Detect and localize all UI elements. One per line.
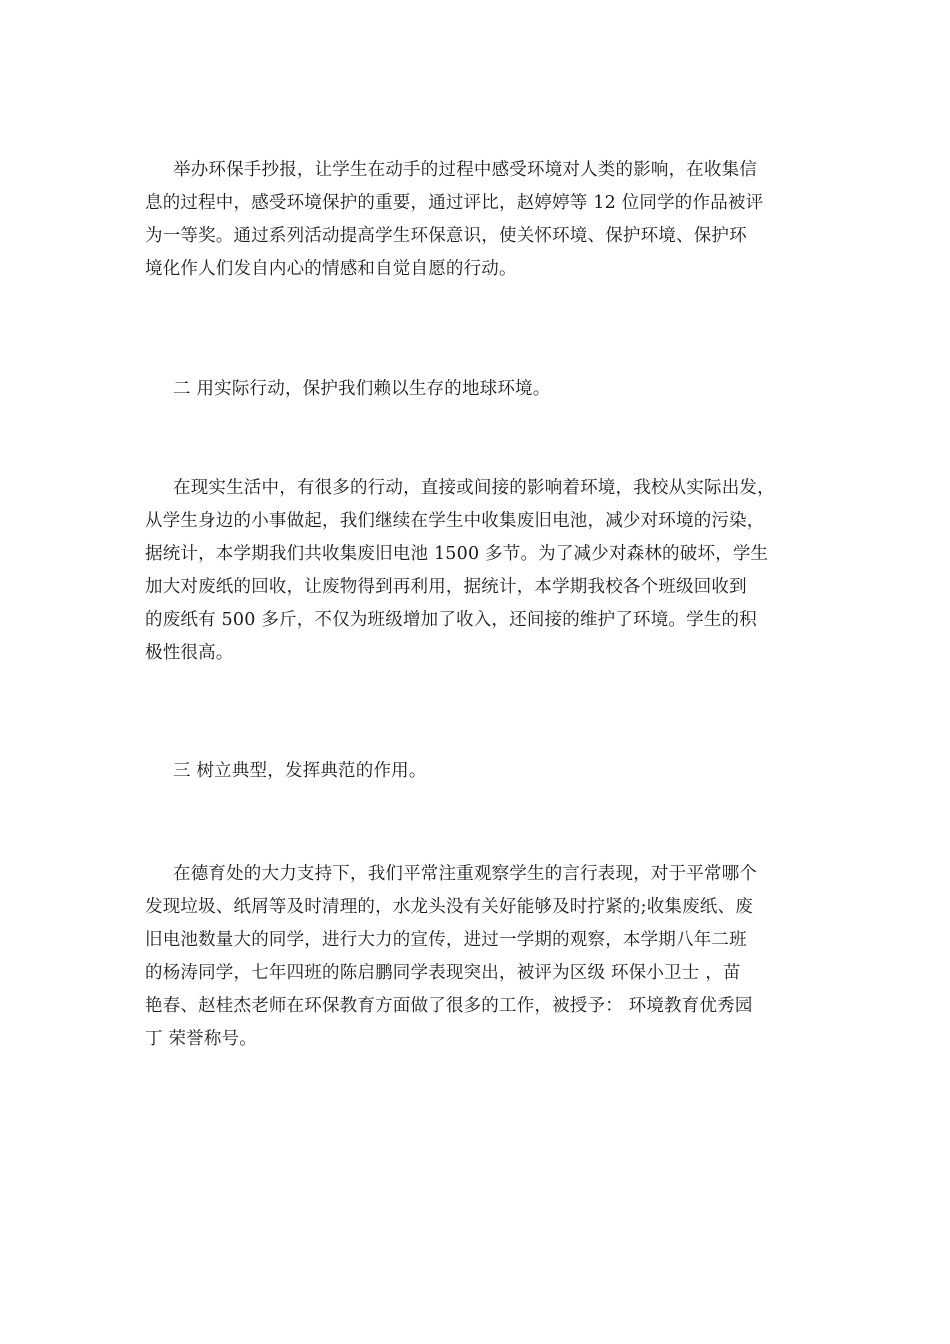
paragraph-line: 在现实生活中，有很多的行动，直接或间接的影响着环境，我校从实际出发， [173, 478, 775, 498]
paragraph-line: 举办环保手抄报，让学生在动手的过程中感受环境对人类的影响，在收集信 [173, 160, 758, 180]
section-heading: 三 树立典型，发挥典范的作用。 [173, 761, 427, 781]
paragraph-line: 艳春、赵桂杰老师在环保教育方面做了很多的工作，被授予： 环境教育优秀园 [145, 996, 753, 1016]
paragraph-line: 境化作人们发自内心的情感和自觉自愿的行动。 [145, 259, 517, 279]
section-heading-two [145, 373, 825, 406]
paragraph-line: 旧电池数量大的同学，进行大力的宣传，进过一学期的观察，本学期八年二班 [145, 930, 747, 950]
paragraph-line: 的杨涛同学，七年四班的陈启鹏同学表现突出，被评为区级 环保小卫士 ，苗 [145, 963, 741, 983]
paragraph-line: 发现垃圾、纸屑等及时清理的，水龙头没有关好能够及时拧紧的;收集废纸、废 [145, 897, 753, 917]
paragraph-line: 加大对废纸的回收，让废物得到再利用，据统计，本学期我校各个班级回收到 [145, 577, 747, 597]
section-heading: 二 用实际行动，保护我们赖以生存的地球环境。 [173, 379, 551, 399]
paragraph-line: 的废纸有 500 多斤，不仅为班级增加了收入，还间接的维护了环境。学生的积 [145, 610, 757, 630]
paragraph-line: 从学生身边的小事做起，我们继续在学生中收集废旧电池，减少对环境的污染， [145, 511, 765, 531]
paragraph-line: 为一等奖。通过系列活动提高学生环保意识，使关怀环境、保护环境、保护环 [145, 226, 747, 246]
paragraph-recycling [145, 472, 825, 670]
paragraph-role-models [145, 858, 825, 1056]
paragraph-line: 在德育处的大力支持下，我们平常注重观察学生的言行表现，对于平常哪个 [173, 864, 758, 884]
paragraph-line: 丁 荣誉称号。 [145, 1029, 257, 1049]
paragraph-handout-activity [145, 154, 825, 286]
paragraph-line: 据统计，本学期我们共收集废旧电池 1500 多节。为了减少对森林的破坏，学生 [145, 544, 769, 564]
section-heading-three [145, 755, 825, 788]
paragraph-line: 息的过程中，感受环境保护的重要，通过评比，赵婷婷等 12 位同学的作品被评 [145, 193, 764, 213]
paragraph-line: 极性很高。 [145, 643, 234, 663]
